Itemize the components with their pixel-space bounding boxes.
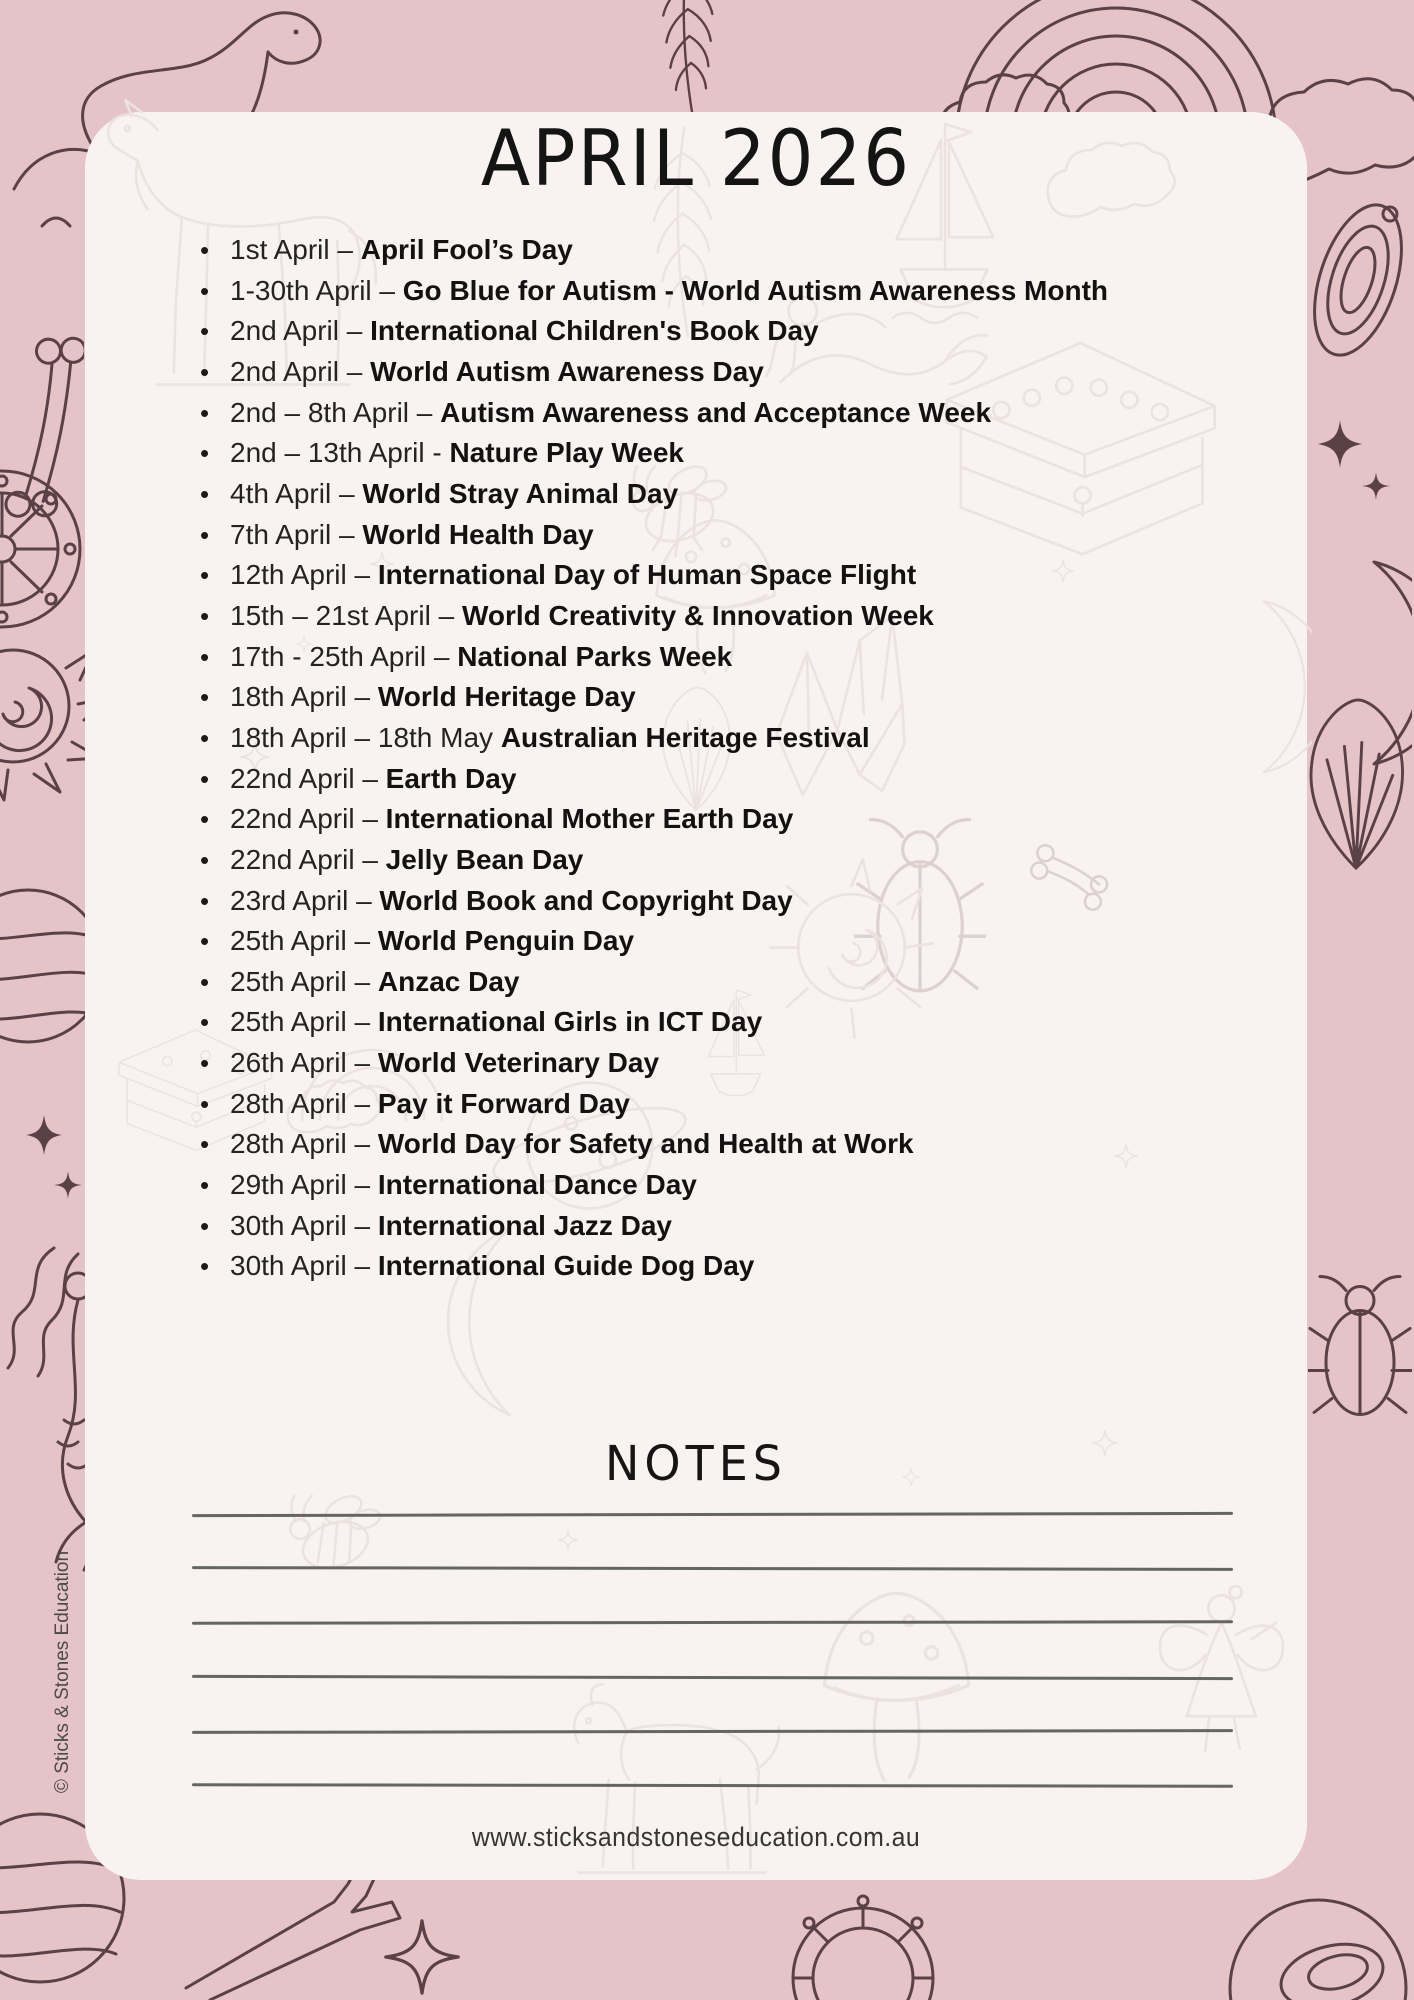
event-name: Earth Day <box>385 762 517 794</box>
bullet-dot: • <box>200 519 210 550</box>
event-name: World Heritage Day <box>377 681 636 713</box>
event-name: Anzac Day <box>377 965 520 997</box>
bullet-dot: • <box>200 478 210 509</box>
bullet-dot: • <box>200 600 210 631</box>
bullet-dot: • <box>200 1129 210 1160</box>
events-list <box>198 230 1288 1287</box>
bullet-dot: • <box>200 885 210 916</box>
event-name: Go Blue for Autism - World Autism Awareness Month <box>402 274 1109 306</box>
bullet-dot: • <box>200 1007 210 1038</box>
bullet-dot: • <box>200 763 210 794</box>
event-name: World Autism Awareness Day <box>370 355 764 387</box>
event-item <box>198 271 1288 312</box>
event-name: World Health Day <box>362 518 594 550</box>
event-name: International Mother Earth Day <box>385 803 794 835</box>
event-name: April Fool’s Day <box>360 234 573 265</box>
event-date: 30th April – <box>230 1250 378 1282</box>
event-name: International Children's Book Day <box>370 315 819 347</box>
event-item <box>198 677 1288 718</box>
event-date: 18th April – <box>230 681 378 713</box>
event-name: International Guide Dog Day <box>377 1250 755 1282</box>
bullet-dot: • <box>200 438 210 469</box>
bullet-dot: • <box>200 316 210 347</box>
event-item <box>198 1124 1288 1165</box>
event-name: International Girls in ICT Day <box>377 1006 763 1038</box>
event-item <box>198 1206 1288 1247</box>
event-date: 15th – 21st April – <box>230 599 462 631</box>
event-date: 28th April – <box>230 1087 378 1119</box>
event-item <box>198 1043 1288 1084</box>
event-date: 18th April – 18th May <box>230 721 501 753</box>
event-item <box>198 1002 1288 1043</box>
event-date: 1st April – <box>230 234 361 265</box>
event-item <box>198 637 1288 678</box>
event-name: World Creativity & Innovation Week <box>461 599 934 631</box>
event-date: 22nd April – <box>230 843 386 875</box>
notes-line <box>192 1621 1233 1625</box>
event-name: Jelly Bean Day <box>385 843 584 875</box>
event-date: 29th April – <box>230 1169 378 1201</box>
event-name: National Parks Week <box>457 640 733 672</box>
event-name: World Veterinary Day <box>377 1047 660 1079</box>
bullet-dot: • <box>200 844 210 875</box>
event-date: 25th April – <box>230 1006 378 1038</box>
event-item <box>198 474 1288 515</box>
bullet-dot: • <box>200 397 210 428</box>
bullet-dot: • <box>200 560 210 591</box>
event-name: Autism Awareness and Acceptance Week <box>440 396 992 428</box>
event-item <box>198 230 1288 271</box>
page-title: APRIL 2026 <box>480 112 912 204</box>
notes-heading: NOTES <box>605 1434 787 1492</box>
bullet-dot: • <box>200 682 210 713</box>
bullet-dot: • <box>200 235 210 265</box>
notes-line <box>192 1566 1233 1571</box>
event-item <box>198 1165 1288 1206</box>
event-name: World Stray Animal Day <box>362 477 679 509</box>
event-item <box>198 921 1288 962</box>
notes-line <box>192 1675 1233 1680</box>
event-date: 2nd April – <box>230 315 371 347</box>
bullet-dot: • <box>200 356 210 387</box>
bullet-dot: • <box>200 1170 210 1201</box>
event-item <box>198 840 1288 881</box>
bullet-dot: • <box>200 966 210 997</box>
event-date: 23rd April – <box>230 884 380 916</box>
event-name: International Dance Day <box>377 1169 697 1201</box>
event-date: 2nd April – <box>230 355 371 387</box>
event-item <box>198 393 1288 434</box>
event-date: 17th - 25th April – <box>230 640 458 672</box>
bullet-dot: • <box>200 1048 210 1079</box>
event-name: World Book and Copyright Day <box>379 884 793 916</box>
footer-url: www.sticksandstoneseducation.com.au <box>471 1822 921 1852</box>
event-item <box>198 881 1288 922</box>
event-date: 22nd April – <box>230 803 386 835</box>
event-name: Pay it Forward Day <box>377 1087 630 1119</box>
bullet-dot: • <box>200 926 210 957</box>
event-name: World Penguin Day <box>377 925 635 957</box>
event-date: 12th April – <box>230 559 378 591</box>
event-item <box>198 962 1288 1003</box>
event-name: Australian Heritage Festival <box>500 721 870 753</box>
event-date: 1-30th April – <box>230 274 403 306</box>
bullet-dot: • <box>200 275 210 306</box>
bullet-dot: • <box>200 641 210 672</box>
event-date: 25th April – <box>230 925 378 957</box>
event-item <box>198 433 1288 474</box>
notes-line <box>192 1783 1233 1787</box>
copyright-credit: © Sticks & Stones Education <box>52 1550 73 1794</box>
event-date: 25th April – <box>230 965 378 997</box>
bullet-dot: • <box>200 1210 210 1241</box>
event-item <box>198 596 1288 637</box>
event-item <box>198 515 1288 556</box>
event-date: 4th April – <box>230 477 363 509</box>
event-name: Nature Play Week <box>449 437 684 469</box>
bullet-dot: • <box>200 804 210 835</box>
event-date: 7th April – <box>230 518 363 550</box>
event-date: 2nd – 8th April – <box>230 396 441 428</box>
event-date: 30th April – <box>230 1209 378 1241</box>
event-date: 22nd April – <box>230 762 386 794</box>
event-item <box>198 1084 1288 1125</box>
event-item <box>198 555 1288 596</box>
event-name: International Jazz Day <box>377 1209 672 1241</box>
event-item <box>198 352 1288 393</box>
bullet-dot: • <box>200 1251 210 1282</box>
event-name: World Day for Safety and Health at Work <box>377 1128 914 1160</box>
bullet-dot: • <box>200 1088 210 1119</box>
event-item <box>198 1246 1288 1287</box>
event-date: 28th April – <box>230 1128 378 1160</box>
event-date: 2nd – 13th April - <box>230 437 450 469</box>
event-item <box>198 799 1288 840</box>
event-date: 26th April – <box>230 1047 378 1079</box>
event-name: International Day of Human Space Flight <box>377 559 917 591</box>
event-item <box>198 759 1288 800</box>
event-item <box>198 718 1288 759</box>
notes-line <box>192 1512 1233 1517</box>
bullet-dot: • <box>200 722 210 753</box>
event-item <box>198 311 1288 352</box>
notes-line <box>192 1729 1233 1734</box>
